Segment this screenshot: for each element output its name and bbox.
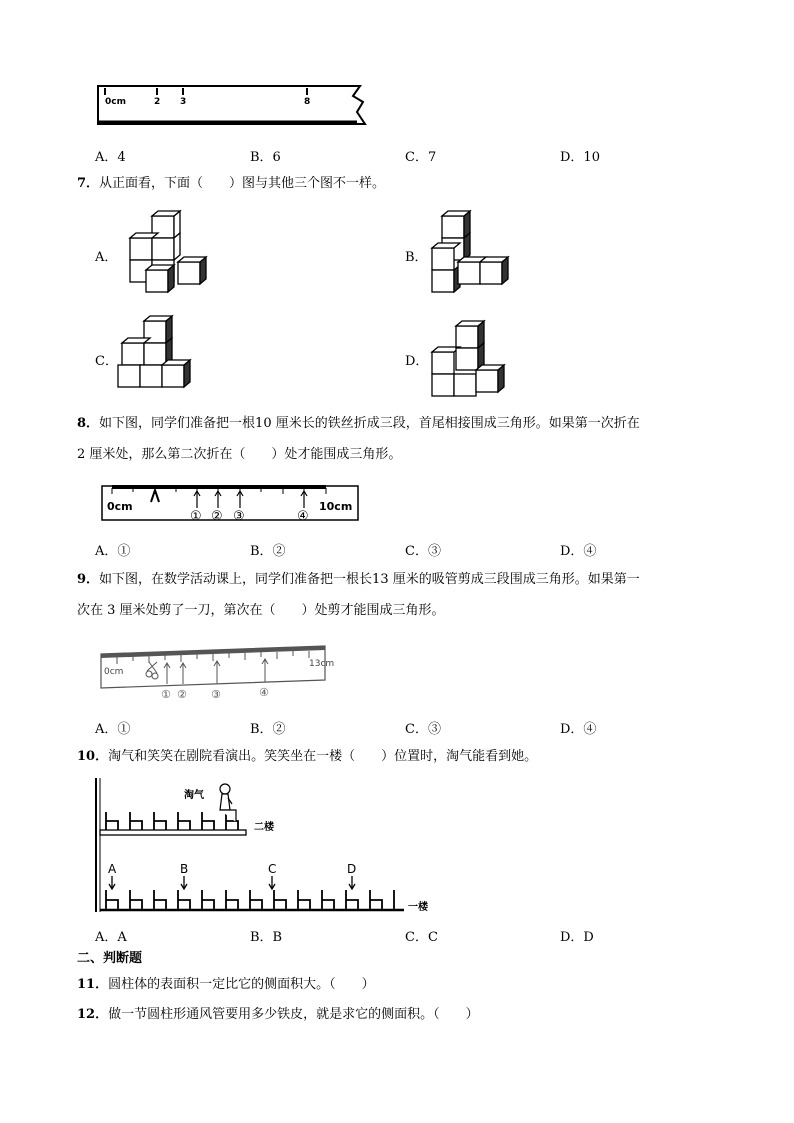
q10-text: 淘气和笑笑在剧院看演出。笑笑坐在一楼（ ）位置时，淘气能看到她。 [108,749,538,764]
q12-number: 12． [77,1007,109,1022]
q8-mark-2: ② [211,509,223,524]
q8-question-line1 [77,409,640,439]
q10-option-a[interactable]: A．A [95,930,127,945]
q9-ruler-figure [97,640,335,702]
q9-number: 9． [77,572,100,587]
q6-ruler-figure [95,82,375,130]
q8-question-line2: 2 厘米处，那么第二次折在（ ）处才能围成三角形。 [77,447,402,462]
q9-option-c[interactable]: C．③ [405,722,441,737]
q9-mark-4: ④ [259,686,269,699]
q10-number: 10． [77,749,109,764]
q8-ruler-figure [100,482,362,524]
q10-option-c[interactable]: C．C [405,930,438,945]
q11-number: 11． [77,977,109,992]
q7-option-c-label[interactable]: C． [95,354,118,369]
q6-ruler-label-0: 0cm [105,97,126,107]
q10-floor2-label: 二楼 [254,822,274,833]
q7-option-b-figure [428,210,508,298]
q10-seat-b: B [180,862,189,876]
q10-person-label: 淘气 [184,790,204,801]
q12-question [77,1000,479,1030]
q6-option-d[interactable]: D．10 [560,150,600,165]
q10-theater-figure [90,776,440,916]
q9-mark-2: ② [177,688,187,701]
q8-option-d[interactable]: D．④ [560,544,597,559]
q9-question-line2: 次在 3 厘米处剪了一刀，第次在（ ）处剪才能围成三角形。 [77,603,445,618]
q6-ruler-label-8: 8 [304,97,311,107]
q10-question [77,742,537,772]
q9-option-a[interactable]: A．① [95,722,131,737]
q9-text-line1: 如下图，在数学活动课上，同学们准备把一根长13 厘米的吸管剪成三段围成三角形。如果第一 [99,572,640,587]
q9-option-d[interactable]: D．④ [560,722,597,737]
q9-option-b[interactable]: B．② [250,722,286,737]
q7-option-b-label[interactable]: B． [405,250,428,265]
q8-option-a[interactable]: A．① [95,544,131,559]
q10-seat-a: A [108,862,117,876]
q9-mark-1: ① [161,688,171,701]
q7-question [77,169,385,199]
q8-option-b[interactable]: B．② [250,544,286,559]
q8-ruler-start-label: 0cm [107,500,133,513]
q10-option-b[interactable]: B．B [250,930,283,945]
q10-option-d[interactable]: D．D [560,930,594,945]
q8-mark-3: ③ [233,509,245,524]
q7-number: 7． [77,176,100,191]
q6-ruler-label-3: 3 [180,97,187,107]
q8-ruler-end-label: 10cm [319,500,353,513]
q10-seat-c: C [268,862,277,876]
q11-text: 圆柱体的表面积一定比它的侧面积大。（ ） [108,977,375,992]
q11-question [77,970,375,1000]
q6-option-a[interactable]: A．4 [95,150,126,165]
q7-text: 从正面看，下面（ ）图与其他三个图不一样。 [99,176,386,191]
q10-floor1-label: 一楼 [408,902,428,913]
q7-option-d-figure [428,318,510,404]
q8-text-line1: 如下图，同学们准备把一根10 厘米长的铁丝折成三段，首尾相接围成三角形。如果第一次折在 [99,416,640,431]
q7-option-a-label[interactable]: A． [95,250,118,265]
q9-mark-3: ③ [211,688,221,701]
q7-option-c-figure [116,313,196,397]
q10-seat-d: D [347,862,357,876]
q8-number: 8． [77,416,100,431]
q9-ruler-start-label: 0cm [104,667,124,677]
q8-mark-1: ① [190,509,202,524]
section2-heading: 二、判断题 [77,951,143,966]
q9-question-line1 [77,565,640,595]
q9-ruler-end-label: 13cm [309,659,335,669]
q6-option-b[interactable]: B．6 [250,150,281,165]
q6-option-c[interactable]: C．7 [405,150,437,165]
q12-text: 做一节圆柱形通风管要用多少铁皮，就是求它的侧面积。（ ） [108,1007,479,1022]
q8-option-c[interactable]: C．③ [405,544,441,559]
q6-ruler-label-2: 2 [154,97,161,107]
q7-option-d-label[interactable]: D． [405,354,429,369]
q8-mark-4: ④ [297,509,309,524]
q7-option-a-figure [126,210,211,296]
